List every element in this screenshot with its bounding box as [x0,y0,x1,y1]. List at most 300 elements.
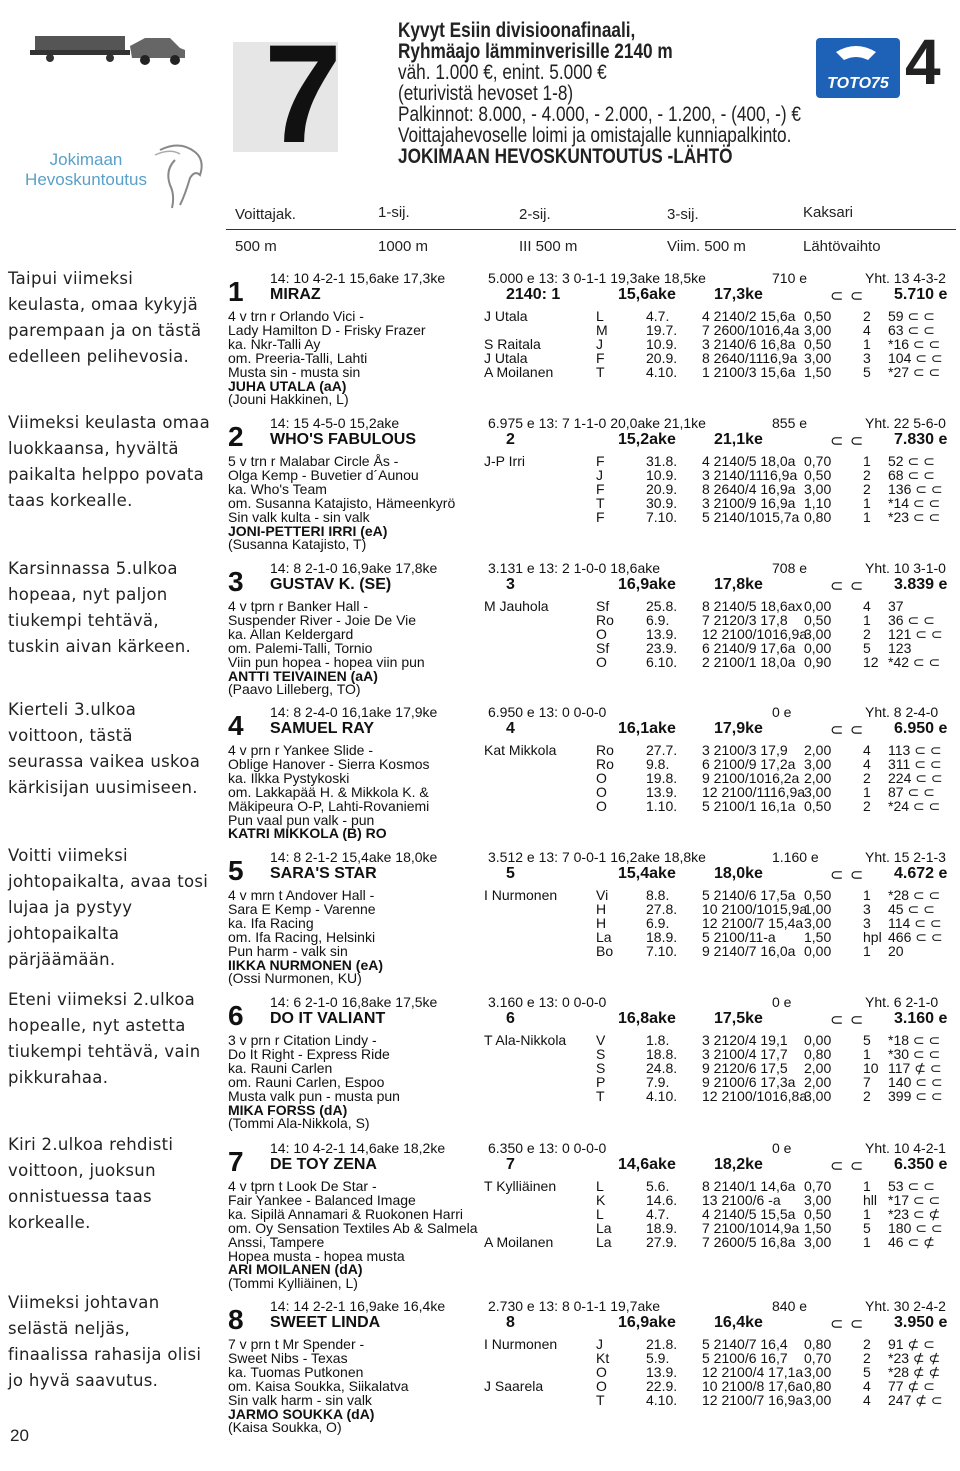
horse-info: om. Lakkapää H. & Mikkola K. & [228,783,429,800]
start-cell: J [596,466,603,483]
odds: 7.830 e [894,431,948,448]
start-cell: 23.9. [646,639,678,656]
start-number: 5 [228,855,244,886]
shoe-icon: ⊂ ⊂ [830,288,865,305]
start-cell: 2 [863,1336,871,1352]
trainer-name: (Kaisa Soukka, O) [228,1419,342,1436]
start-cell: *14 ⊂ ⊂ [888,494,941,511]
col-label: 1-sij. [378,204,410,221]
start-cell: 0,50 [804,887,832,903]
horse-info: 5 v trn r Malabar Circle Ås - [228,453,399,469]
start-cell: 0,50 [804,797,832,814]
start-cell: 3 2120/4 19,1 [702,1032,788,1048]
start-cell: 121 ⊂ ⊂ [888,625,943,642]
start-cell: T [596,1391,605,1408]
starter-driver: I Nurmonen [484,887,558,903]
start-cell: 5 2100/11-a [702,928,776,945]
horse-info: ka. Ilkka Pystykoski [228,769,350,786]
start-cell: 2 [863,480,871,497]
start-cell: 5 2140/6 17,5a [702,887,796,903]
start-cell: O [596,797,607,814]
total-stats: Yht. 15 2-1-3 [865,849,946,865]
start-cell: 7 2120/3 17,8 [702,611,788,628]
start-cell: 9 2120/6 17,5 [702,1059,788,1076]
start-cell: La [596,1233,612,1250]
driver-name: MIKA FORSS (dA) [228,1101,348,1118]
horse-info: 4 v trn r Orlando Vici - [228,308,364,324]
col-label: 1000 m [378,238,429,255]
start-cell: 18.9. [646,1219,678,1236]
toto75-logo [816,38,900,98]
start-cell: O [596,625,607,642]
stats-13: 5.000 e 13: 3 0-1-1 19,3ake 18,5ke [488,270,706,286]
start-cell: 2 [863,466,871,483]
start-cell: 0,70 [804,1349,832,1366]
trainer-name: (Tommi Ala-Nikkola, S) [228,1115,370,1132]
horse-info: ka. Sipilä Annamari & Ruokonen Harri [228,1205,464,1222]
start-number: 8 [228,1304,244,1335]
horse-info: Musta valk pun - musta pun [228,1087,400,1104]
start-cell: 30.9. [646,494,678,511]
start-cell: Ro [596,742,614,758]
track-record: 8 [506,1314,515,1331]
horse-info: 3 v prn r Citation Lindy - [228,1032,377,1048]
start-cell: 2 [863,1087,871,1104]
start-cell: O [596,1363,607,1380]
horse-info: om. Palemi-Talli, Tornio [228,639,373,656]
start-cell: 1,10 [804,494,832,511]
start-cell: *30 ⊂ ⊂ [888,1045,941,1062]
start-cell: 10 [863,1059,879,1076]
start-cell: F [596,508,605,525]
start-cell: 12 2100/4 17,1a [702,1363,804,1380]
start-cell: 7.9. [646,1073,670,1090]
stats-14: 14: 8 2-4-0 16,1ake 17,9ke [270,704,438,720]
start-cell: 1 [863,335,871,352]
start-cell: *23 ⊄ ⊄ [888,1349,941,1366]
start-cell: S [596,1045,606,1062]
horse-name: SAMUEL RAY [270,720,375,737]
stats-13: 6.950 e 13: 0 0-0-0 [488,704,607,720]
start-cell: 8 2640/1116,9a [702,349,798,366]
horse-info: ka. Tuomas Putkonen [228,1363,364,1380]
start-cell: 466 ⊂ ⊂ [888,928,943,945]
horse-info: Sin valk harm - sin valk [228,1391,372,1408]
total-stats: Yht. 10 4-2-1 [865,1140,946,1156]
start-cell: O [596,653,607,670]
start-cell: 8 2640/4 16,9a [702,480,796,497]
start-cell: 9 2100/1016,2a [702,769,800,786]
record-volt: 16,4ke [714,1314,763,1331]
start-cell: *24 ⊂ ⊂ [888,797,941,814]
driver-name: JUHA UTALA (aA) [228,377,347,394]
start-cell: 12 2100/1116,9a [702,783,806,800]
start-cell: 3 2140/1116,9a [702,466,798,483]
logo-text [6,150,166,190]
horse-name: WHO'S FABULOUS [270,431,417,448]
stats-14: 14: 10 4-2-1 15,6ake 17,3ke [270,270,446,286]
start-cell: V [596,1032,606,1048]
start-cell: 7 2600/1016,4a [702,321,800,338]
start-cell: 7 [863,1073,871,1090]
start-cell: 5 [863,1219,871,1236]
track-record: 5 [506,865,515,882]
start-cell: Sf [596,639,610,656]
colors: Hopea musta - hopea musta [228,1247,405,1264]
start-cell: 9 2140/7 16,0a [702,942,796,959]
start-cell: 5.9. [646,1349,670,1366]
start-cell: Sf [596,598,610,614]
start-cell: 4 2140/5 15,5a [702,1205,796,1222]
driver-name: ARI MOILANEN (dA) [228,1261,363,1278]
record-volt: 17,8ke [714,576,763,593]
start-cell: 311 ⊂ ⊂ [888,755,942,772]
start-cell: L [596,308,604,324]
track-record: 4 [506,720,515,737]
start-cell: 8.8. [646,887,670,903]
start-cell: 5 [863,363,871,380]
col-label: 500 m [235,238,277,255]
start-cell: 4 2140/2 15,6a [702,308,796,324]
start-cell: 4.7. [646,308,670,324]
start-cell: H [596,900,607,917]
odds: 6.950 e [894,720,948,737]
start-cell: 1,00 [804,900,832,917]
start-cell: 180 ⊂ ⊂ [888,1219,943,1236]
earnings: 710 e [772,270,808,286]
start-cell: 1.10. [646,797,678,814]
start-cell: 1 [863,942,871,959]
horse-info: 4 v tprn t Look De Star - [228,1178,377,1194]
horse-info: 7 v prn t Mr Spender - [228,1336,365,1352]
start-cell: 19.7. [646,321,678,338]
start-cell: 0,90 [804,653,832,670]
start-cell: 3 2100/4 17,7 [702,1045,788,1062]
start-cell: 10 2100/1015,9a [702,900,808,917]
start-cell: 3,00 [804,625,832,642]
start-cell: 20 [888,942,904,959]
horse-info: Anssi, Tampere [228,1233,325,1250]
start-cell: Ro [596,755,614,772]
start-cell: 19.8. [646,769,678,786]
start-cell: 53 ⊂ ⊂ [888,1178,935,1194]
start-cell: Bo [596,942,614,959]
start-cell: H [596,914,607,931]
track-record: 2140: 1 [506,286,561,303]
start-cell: 0,50 [804,335,832,352]
start-cell: 7.10. [646,508,678,525]
car-trailer-icon [10,28,210,148]
start-cell: 2,00 [804,1073,832,1090]
trainer-name: (Susanna Katajisto, T) [228,536,367,553]
start-cell: 6.10. [646,653,678,670]
start-cell: 12 [863,653,879,670]
race-sponsor: JOKIMAAN HEVOSKUNTOUTUS -LÄHTÖ [398,145,733,168]
horse-info: om. Kaisa Soukka, Siikalatva [228,1377,409,1394]
start-cell: F [596,349,605,366]
start-cell: 10 2100/8 17,6a [702,1377,804,1394]
start-cell: 4 [863,742,871,758]
record-volt: 21,1ke [714,431,763,448]
horse-info: om. Preeria-Talli, Lahti [228,349,368,366]
start-cell: 3 [863,349,871,366]
start-cell: 123 [888,639,912,656]
start-cell: 2,00 [804,1059,832,1076]
start-cell: 7.10. [646,942,678,959]
start-cell: 12 2100/1016,8a [702,1087,808,1104]
start-cell: hpl [863,928,882,945]
starter-driver: A Moilanen [484,363,554,380]
start-cell: 13.9. [646,1363,678,1380]
horse-info: 4 v mrn t Andover Hall - [228,887,375,903]
stats-14: 14: 8 2-1-0 16,9ake 17,8ke [270,560,438,576]
start-cell: 0,80 [804,1377,832,1394]
start-cell: 0,50 [804,1205,832,1222]
horse-info: 4 v prn r Yankee Slide - [228,742,374,758]
start-cell: 1 [863,453,871,469]
note-8: Viimeksi johtavan selästä neljäs, finaalissa rahasija olisi jo hyvä saavutus. [8,1293,202,1390]
start-cell: 114 ⊂ ⊂ [888,914,942,931]
start-cell: 31.8. [646,453,678,469]
track-record: 2 [506,431,515,448]
col-label: 3-sij. [667,206,699,223]
start-cell: *23 ⊂ ⊄ [888,1205,941,1222]
start-cell: 0,70 [804,453,832,469]
start-cell: 3,00 [804,321,832,338]
start-cell: 3 [863,900,871,917]
trainer-name: (Ossi Nurmonen, KU) [228,970,362,987]
horse-info: ka. Allan Keldergard [228,625,354,642]
shoe-icon: ⊂ ⊂ [830,578,865,595]
start-cell: 117 ⊄ ⊂ [888,1059,942,1076]
start-number: 2 [228,421,244,452]
record-auto: 15,4ake [618,865,676,882]
start-cell: 68 ⊂ ⊂ [888,466,935,483]
start-cell: 1 [863,887,871,903]
start-cell: 91 ⊄ ⊂ [888,1336,935,1352]
horse-info: Fair Yankee - Balanced Image [228,1191,416,1208]
driver-name: KATRI MIKKOLA (B) RO [228,825,387,842]
start-cell: *17 ⊂ ⊂ [888,1191,941,1208]
start-cell: 59 ⊂ ⊂ [888,308,935,324]
start-number: 1 [228,276,244,307]
start-cell: 3 2100/3 17,9 [702,742,788,758]
earnings: 0 e [772,1140,792,1156]
earnings: 840 e [772,1298,808,1314]
start-cell: T [596,363,605,380]
start-cell: 87 ⊂ ⊂ [888,783,935,800]
track-record: 6 [506,1010,515,1027]
stats-14: 14: 10 4-2-1 14,6ake 18,2ke [270,1140,446,1156]
earnings: 1.160 e [772,849,819,865]
horse-info: 4 v tprn r Banker Hall - [228,598,369,614]
start-cell: 1 [863,1178,871,1194]
stats-13: 3.160 e 13: 0 0-0-0 [488,994,607,1010]
start-cell: 224 ⊂ ⊂ [888,769,943,786]
start-cell: 13.9. [646,625,678,642]
colors: Pun vaal pun valk - pun [228,811,375,828]
start-cell: 0,50 [804,466,832,483]
start-cell: 2,00 [804,769,832,786]
start-cell: 6.9. [646,914,670,931]
start-cell: Kt [596,1349,610,1366]
start-cell: 12 2100/7 15,4a [702,914,804,931]
start-cell: 1,50 [804,928,832,945]
trainer-name: (Tommi Kylliäinen, L) [228,1275,358,1292]
start-cell: *23 ⊂ ⊂ [888,508,941,525]
start-cell: 0,00 [804,1032,832,1048]
total-stats: Yht. 22 5-6-0 [865,415,946,431]
driver-name: IIKKA NURMONEN (eA) [228,956,384,973]
start-cell: 104 ⊂ ⊂ [888,349,943,366]
horse-info: Oblige Hanover - Sierra Kosmos [228,755,430,772]
start-cell: 3,00 [804,1363,832,1380]
record-volt: 17,9ke [714,720,763,737]
start-number: 4 [228,710,244,741]
race-conditions-2: (eturivistä hevoset 1-8) [398,82,574,105]
shoe-icon: ⊂ ⊂ [830,722,865,739]
note-4: Kierteli 3.ulkoa voittoon, tästä seurassa vaikea uskoa kärkisijan uusimiseen. [8,700,201,797]
horse-name: SWEET LINDA [270,1314,381,1331]
start-cell: 4 [863,755,871,772]
toto-leg: 4 [905,26,941,98]
note-2: Viimeksi keulasta omaa luokkaansa, hyvältä paikalta helppo povata taas korkealle. [8,413,210,510]
stats-13: 6.350 e 13: 0 0-0-0 [488,1140,607,1156]
total-stats: Yht. 13 4-3-2 [865,270,946,286]
start-cell: 20.9. [646,480,678,497]
starter-driver: T Ala-Nikkola [484,1032,567,1048]
start-cell: 9.8. [646,755,670,772]
start-cell: 37 [888,598,904,614]
start-cell: 3,00 [804,783,832,800]
horse-name: SARA'S STAR [270,865,377,882]
start-cell: F [596,480,605,497]
start-cell: 0,00 [804,942,832,959]
start-cell: 4.7. [646,1205,670,1222]
driver-name: ANTTI TEIVAINEN (aA) [228,667,378,684]
col-label: III 500 m [519,238,578,255]
stats-14: 14: 6 2-1-0 16,8ake 17,5ke [270,994,438,1010]
starter-driver: S Raitala [484,335,541,352]
start-cell: 18.9. [646,928,678,945]
odds: 3.839 e [894,576,948,593]
stats-13: 3.512 e 13: 7 0-0-1 16,2ake 18,8ke [488,849,706,865]
driver-name: JARMO SOUKKA (dA) [228,1405,375,1422]
horse-info: ka. Rauni Carlen [228,1059,333,1076]
horse-info: Mäkipeura O-P, Lahti-Rovaniemi [228,797,430,814]
start-cell: 2 2100/1 18,0a [702,653,796,670]
record-auto: 15,2ake [618,431,676,448]
start-cell: 4.10. [646,1087,678,1104]
start-cell: 2 [863,797,871,814]
start-cell: 5 2140/7 16,4 [702,1336,788,1352]
stats-14: 14: 15 4-5-0 15,2ake [270,415,400,431]
start-cell: 1 [863,783,871,800]
start-cell: 5 [863,1032,871,1048]
page-number: 20 [10,1426,29,1445]
record-auto: 15,6ake [618,286,676,303]
start-cell: 4 [863,1377,871,1394]
horse-info: ka. Who's Team [228,480,327,497]
start-cell: 13 2100/6 -a [702,1191,781,1208]
start-cell: 1 [863,1233,871,1250]
start-cell: J [596,335,603,352]
record-volt: 18,2ke [714,1156,763,1173]
start-cell: 0,00 [804,598,832,614]
start-cell: 0,80 [804,1336,832,1352]
earnings: 0 e [772,994,792,1010]
start-cell: 1,50 [804,1219,832,1236]
start-cell: hll [863,1191,878,1208]
start-cell: O [596,1377,607,1394]
track-record: 3 [506,576,515,593]
start-cell: 2 [863,769,871,786]
record-auto: 16,8ake [618,1010,676,1027]
start-cell: 12 2100/7 16,9a [702,1391,804,1408]
driver-name: JONI-PETTERI IRRI (eA) [228,522,388,539]
earnings: 708 e [772,560,808,576]
shoe-icon: ⊂ ⊂ [830,433,865,450]
start-cell: 22.9. [646,1377,678,1394]
start-cell: J [596,1336,603,1352]
start-cell: 3,00 [804,1087,832,1104]
horse-info: om. Rauni Carlen, Espoo [228,1073,385,1090]
start-cell: *16 ⊂ ⊂ [888,335,941,352]
start-cell: 1 [863,494,871,511]
odds: 6.350 e [894,1156,948,1173]
horse-info: Do It Right - Express Ride [228,1045,390,1062]
start-cell: 25.8. [646,598,678,614]
start-cell: 10.9. [646,466,678,483]
col-label: Kaksari [803,204,854,221]
starter-driver: J Saarela [484,1377,544,1394]
start-cell: *27 ⊂ ⊂ [888,363,941,380]
start-cell: 3 2140/6 16,8a [702,335,796,352]
earnings: 855 e [772,415,808,431]
divider [226,229,956,230]
start-cell: Ro [596,611,614,628]
start-cell: 9 2100/6 17,3a [702,1073,796,1090]
earnings: 0 e [772,704,792,720]
horse-name: MIRAZ [270,286,321,303]
start-cell: *18 ⊂ ⊂ [888,1032,941,1048]
start-cell: La [596,928,612,945]
starter-driver: J-P Irri [484,453,525,469]
stats-13: 3.131 e 13: 2 1-0-0 18,6ake [488,560,661,576]
horse-info: Sin valk kulta - sin valk [228,508,370,525]
start-cell: 140 ⊂ ⊂ [888,1073,943,1090]
record-auto: 16,9ake [618,1314,676,1331]
odds: 4.672 e [894,865,948,882]
start-cell: 6.9. [646,611,670,628]
start-cell: *28 ⊂ ⊂ [888,887,941,903]
race-conditions: väh. 1.000 €, enint. 5.000 € [398,61,607,84]
logo-line2: Hevoskuntoutus [25,170,147,189]
start-cell: 1.8. [646,1032,670,1048]
start-cell: 0,80 [804,1045,832,1062]
note-6: Eteni viimeksi 2.ulkoa hopealle, nyt astetta tiukempi tehtävä, vain pikkurahaa. [8,990,201,1087]
starter-driver: Kat Mikkola [484,742,557,758]
start-cell: 1 2100/3 15,6a [702,363,796,380]
start-cell: 4.10. [646,1391,678,1408]
horse-icon [150,140,210,210]
race-header [398,20,801,167]
start-cell: 8 2140/5 18,6ax [702,598,803,614]
start-cell: 4 [863,1391,871,1408]
odds: 3.950 e [894,1314,948,1331]
note-3: Karsinnassa 5.ulkoa hopeaa, nyt paljon tiukempi tehtävä, tuskin aivan kärkeen. [8,559,192,656]
total-stats: Yht. 8 2-4-0 [865,704,939,720]
